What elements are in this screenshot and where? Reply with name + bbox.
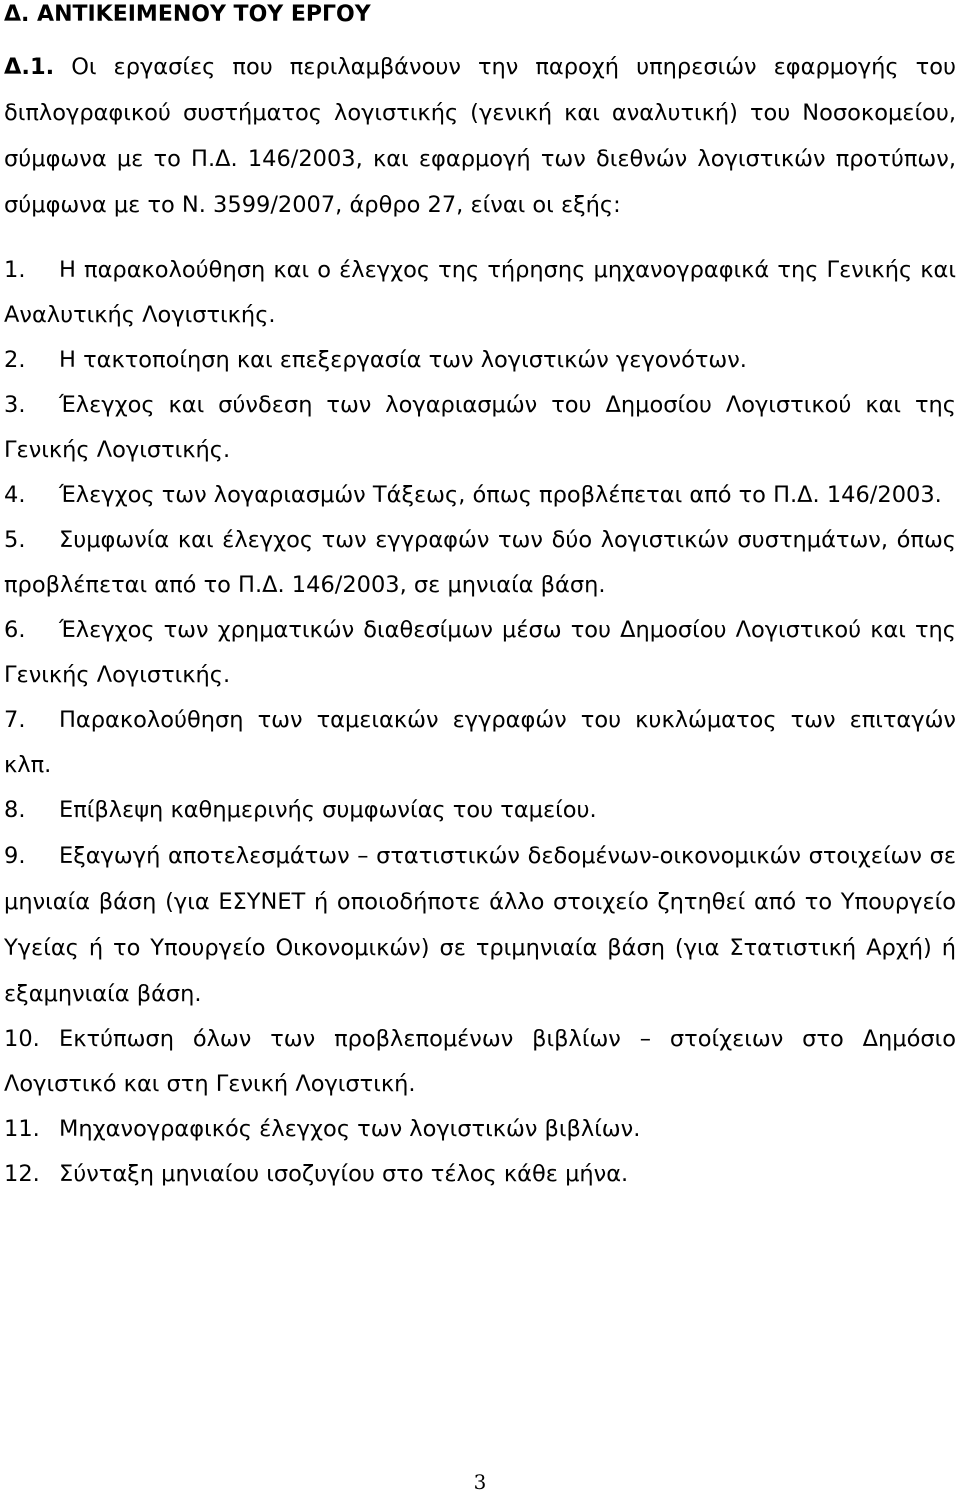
list-item [4,248,956,338]
list-item [4,833,956,1017]
item-text: Εξαγωγή αποτελεσμάτων – στατιστικών δεδομένων-οικονομικών στοιχείων σε μηνιαία βάση (για ΕΣΥΝΕΤ ή οποιοδήποτε άλλο στοιχείο ζητηθεί από το Υπουργείο Υγείας ή το Υπουργείο Οικονομικών) σε τριμηνιαία βάση (για Στατιστική Αρχή) ή εξαμηνιαία βάση. [4,843,956,1007]
item-number: 10. [4,1026,40,1052]
list-item [4,338,956,383]
item-text: Μηχανογραφικός έλεγχος των λογιστικών βιβλίων. [59,1116,641,1142]
intro-paragraph [4,44,956,228]
item-text: Η τακτοποίηση και επεξεργασία των λογιστικών γεγονότων. [59,347,747,373]
task-list [4,248,956,1197]
item-number: 4. [4,482,26,508]
item-text: Συμφωνία και έλεγχος των εγγραφών των δύο λογιστικών συστημάτων, όπως προβλέπεται από το Π.Δ. 146/2003, σε μηνιαία βάση. [4,527,956,598]
item-text: Έλεγχος των χρηματικών διαθεσίμων μέσω του Δημοσίου Λογιστικού και της Γενικής Λογιστικής. [4,617,956,688]
item-number: 12. [4,1161,40,1187]
subsection-number: Δ.1. [4,54,55,80]
item-number: 7. [4,707,26,733]
item-text: Έλεγχος και σύνδεση των λογαριασμών του Δημοσίου Λογιστικού και της Γενικής Λογιστικής. [4,392,956,463]
item-number: 1. [4,257,26,283]
page-number: 3 [473,1470,487,1494]
list-item [4,608,956,698]
item-text: Επίβλεψη καθημερινής συμφωνίας του ταμείου. [59,797,597,823]
list-item [4,518,956,608]
item-number: 3. [4,392,26,418]
item-number: 6. [4,617,26,643]
item-text: Έλεγχος των λογαριασμών Τάξεως, όπως προβλέπεται από το Π.Δ. 146/2003. [59,482,942,508]
list-item [4,1017,956,1107]
item-text: Εκτύπωση όλων των προβλεπομένων βιβλίων – στοίχειων στο Δημόσιο Λογιστικό και στη Γενική Λογιστική. [4,1026,956,1097]
item-number: 2. [4,347,26,373]
list-item [4,473,956,518]
list-item [4,788,956,833]
intro-text: Οι εργασίες που περιλαμβάνουν την παροχή υπηρεσιών εφαρμογής του διπλογραφικού συστήματος λογιστικής (γενική και αναλυτική) του Νοσοκομείου, σύμφωνα με το Π.Δ. 146/2003, και εφαρμογή των διεθνών λογιστικών προτύπων, σύμφωνα με το Ν. 3599/2007, άρθρο 27, είναι οι εξής: [4,54,956,218]
list-item [4,1107,956,1152]
item-number: 9. [4,843,26,869]
item-text: Παρακολούθηση των ταμειακών εγγραφών του κυκλώματος των επιταγών κλπ. [4,707,956,778]
item-text: Η παρακολούθηση και ο έλεγχος της τήρησης μηχανογραφικά της Γενικής και Αναλυτικής Λογιστικής. [4,257,956,328]
list-item [4,383,956,473]
list-item [4,698,956,788]
item-text: Σύνταξη μηνιαίου ισοζυγίου στο τέλος κάθε μήνα. [59,1161,629,1187]
document-page [4,0,956,1197]
section-heading: Δ. ΑΝΤΙΚΕΙΜΕΝΟΥ ΤΟΥ ΕΡΓΟΥ [4,2,371,27]
item-number: 5. [4,527,26,553]
item-number: 8. [4,797,26,823]
list-item [4,1152,956,1197]
item-number: 11. [4,1116,40,1142]
